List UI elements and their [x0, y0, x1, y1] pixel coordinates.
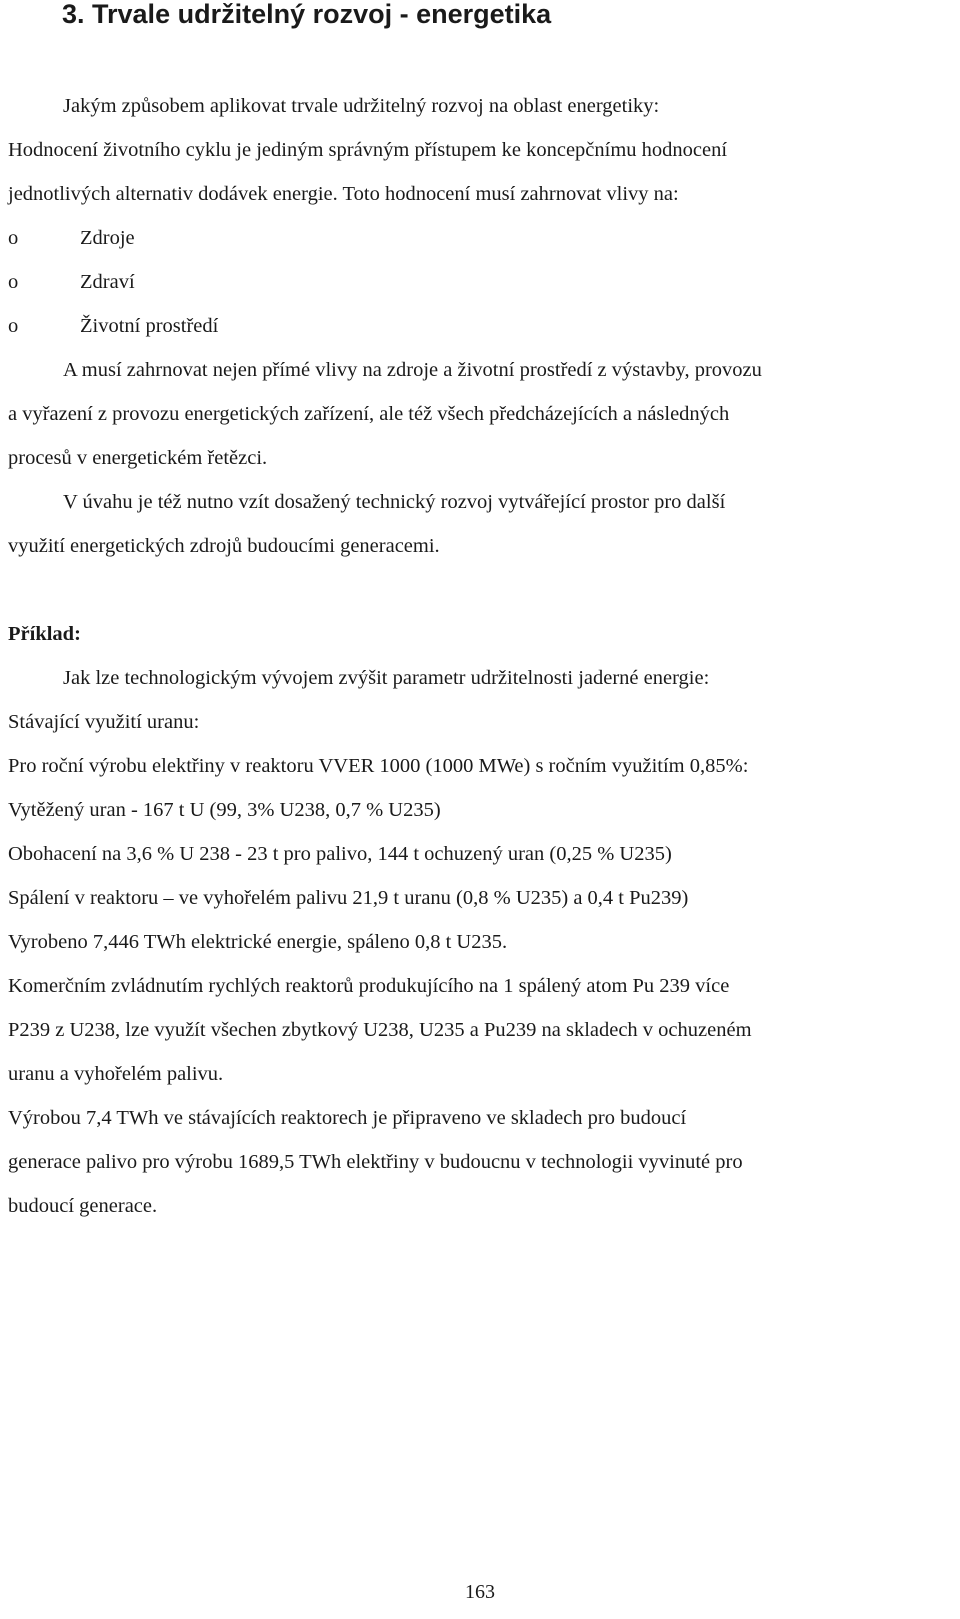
example-line: Obohacení na 3,6 % U 238 - 23 t pro palivo, 144 t ochuzený uran (0,25 % U235) [8, 843, 672, 865]
example-intro: Jak lze technologickým vývojem zvýšit parametr udržitelnosti jaderné energie: [63, 667, 710, 689]
bullet-marker: o [8, 271, 19, 293]
impact-list [8, 216, 953, 348]
example-line: generace palivo pro výrobu 1689,5 TWh elektřiny v budoucnu v technologii vyvinuté pro [8, 1151, 743, 1173]
section-heading: 3. Trvale udržitelný rozvoj - energetika [62, 0, 552, 29]
example-line: Vytěžený uran - 167 t U (99, 3% U238, 0,7 % U235) [8, 799, 441, 821]
document-body [8, 84, 953, 1228]
para2-line-1: A musí zahrnovat nejen přímé vlivy na zdroje a životní prostředí z výstavby, provozu [63, 359, 762, 381]
intro-line-1: Jakým způsobem aplikovat trvale udržitelný rozvoj na oblast energetiky: [63, 95, 660, 117]
para2-line-2: a vyřazení z provozu energetických zařízení, ale též všech předcházejících a následných [8, 403, 730, 425]
paragraph-spacer [8, 568, 953, 612]
list-item-text: Zdroje [80, 227, 135, 249]
example-line: Výrobou 7,4 TWh ve stávajících reaktorech je připraveno ve skladech pro budoucí [8, 1107, 687, 1129]
example-line: Pro roční výrobu elektřiny v reaktoru VVER 1000 (1000 MWe) s ročním využitím 0,85%: [8, 755, 749, 777]
para2-line-3: procesů v energetickém řetězci. [8, 447, 268, 469]
example-line: budoucí generace. [8, 1195, 158, 1217]
para3-line-1: V úvahu je též nutno vzít dosažený technický rozvoj vytvářející prostor pro další [63, 491, 726, 513]
page-number: 163 [465, 1581, 495, 1603]
list-item [8, 304, 953, 348]
bullet-marker: o [8, 315, 19, 337]
list-item [8, 260, 953, 304]
example-line: uranu a vyhořelém palivu. [8, 1063, 224, 1085]
example-line: Vyrobeno 7,446 TWh elektrické energie, spáleno 0,8 t U235. [8, 931, 508, 953]
example-label: Příklad: [8, 623, 81, 645]
example-line: Stávající využití uranu: [8, 711, 200, 733]
example-line: Komerčním zvládnutím rychlých reaktorů produkujícího na 1 spálený atom Pu 239 více [8, 975, 730, 997]
bullet-marker: o [8, 227, 19, 249]
list-item-text: Zdraví [80, 271, 135, 293]
intro-line-3: jednotlivých alternativ dodávek energie. Toto hodnocení musí zahrnovat vlivy na: [8, 183, 679, 205]
list-item-text: Životní prostředí [80, 315, 219, 337]
intro-line-2: Hodnocení životního cyklu je jediným správným přístupem ke koncepčnímu hodnocení [8, 139, 728, 161]
example-line: P239 z U238, lze využít všechen zbytkový U238, U235 a Pu239 na skladech v ochuzeném [8, 1019, 752, 1041]
list-item [8, 216, 953, 260]
para3-line-2: využití energetických zdrojů budoucími generacemi. [8, 535, 440, 557]
example-line: Spálení v reaktoru – ve vyhořelém palivu 21,9 t uranu (0,8 % U235) a 0,4 t Pu239) [8, 887, 689, 909]
